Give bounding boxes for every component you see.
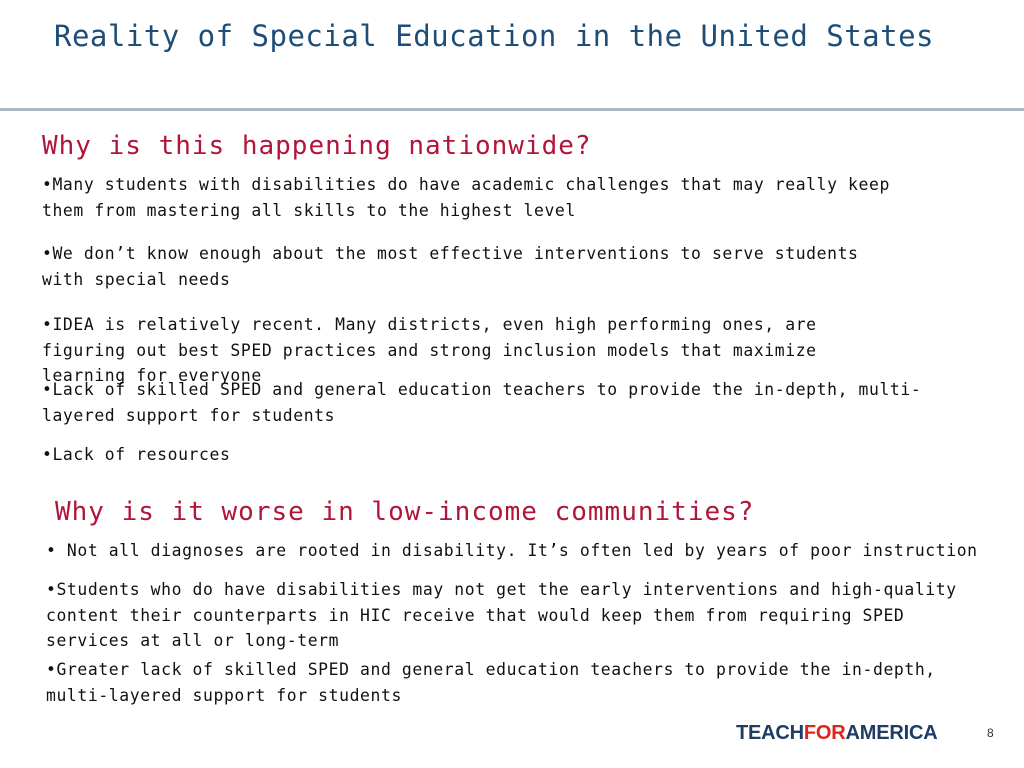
- bullet-item: [42, 442, 922, 468]
- bullet-text: Lack of resources: [52, 445, 231, 464]
- bullet-item: [46, 577, 966, 654]
- bullet-dot: •: [42, 175, 53, 194]
- bullet-item: [42, 172, 942, 223]
- bullet-item: [42, 377, 922, 428]
- bullet-item: [46, 657, 976, 708]
- bullet-text: Greater lack of skilled SPED and general education teachers to provide the in-depth, multi-layered support for students: [46, 660, 936, 705]
- bullet-dot: •: [42, 244, 53, 263]
- bullet-text: Not all diagnoses are rooted in disability. It’s often led by years of poor instruction: [56, 541, 978, 560]
- bullet-dot: •: [46, 580, 57, 599]
- section-heading-nationwide: Why is this happening nationwide?: [42, 131, 592, 161]
- bullet-dot: •: [42, 445, 53, 464]
- logo-part-teach: TEACH: [736, 722, 804, 744]
- bullet-dot: •: [46, 541, 57, 560]
- bullet-dot: •: [46, 660, 57, 679]
- bullet-dot: •: [42, 380, 53, 399]
- bullet-text: Many students with disabilities do have academic challenges that may really keep them from mastering all skills to the highest level: [42, 175, 890, 220]
- section-heading-low-income: Why is it worse in low-income communities?: [55, 497, 755, 527]
- bullet-text: Lack of skilled SPED and general education teachers to provide the in-depth, multi-layered support for students: [42, 380, 922, 425]
- bullet-text: We don’t know enough about the most effective interventions to serve students with special needs: [42, 244, 859, 289]
- page-number: 8: [987, 726, 994, 740]
- teach-for-america-logo: [736, 722, 937, 745]
- logo-part-for: FOR: [803, 722, 846, 744]
- bullet-item: [42, 241, 862, 292]
- logo-part-america: AMERICA: [845, 722, 938, 744]
- bullet-dot: •: [42, 315, 53, 334]
- title-divider: [0, 108, 1024, 111]
- bullet-text: IDEA is relatively recent. Many districts, even high performing ones, are figuring out best SPED practices and strong inclusion models that maximize learning for everyone: [42, 315, 817, 385]
- bullet-text: Students who do have disabilities may not get the early interventions and high-quality content their counterparts in HIC receive that would keep them from requiring SPED services at all or long-term: [46, 580, 957, 650]
- slide-title: Reality of Special Education in the United States: [54, 19, 935, 53]
- bullet-item: [46, 538, 986, 564]
